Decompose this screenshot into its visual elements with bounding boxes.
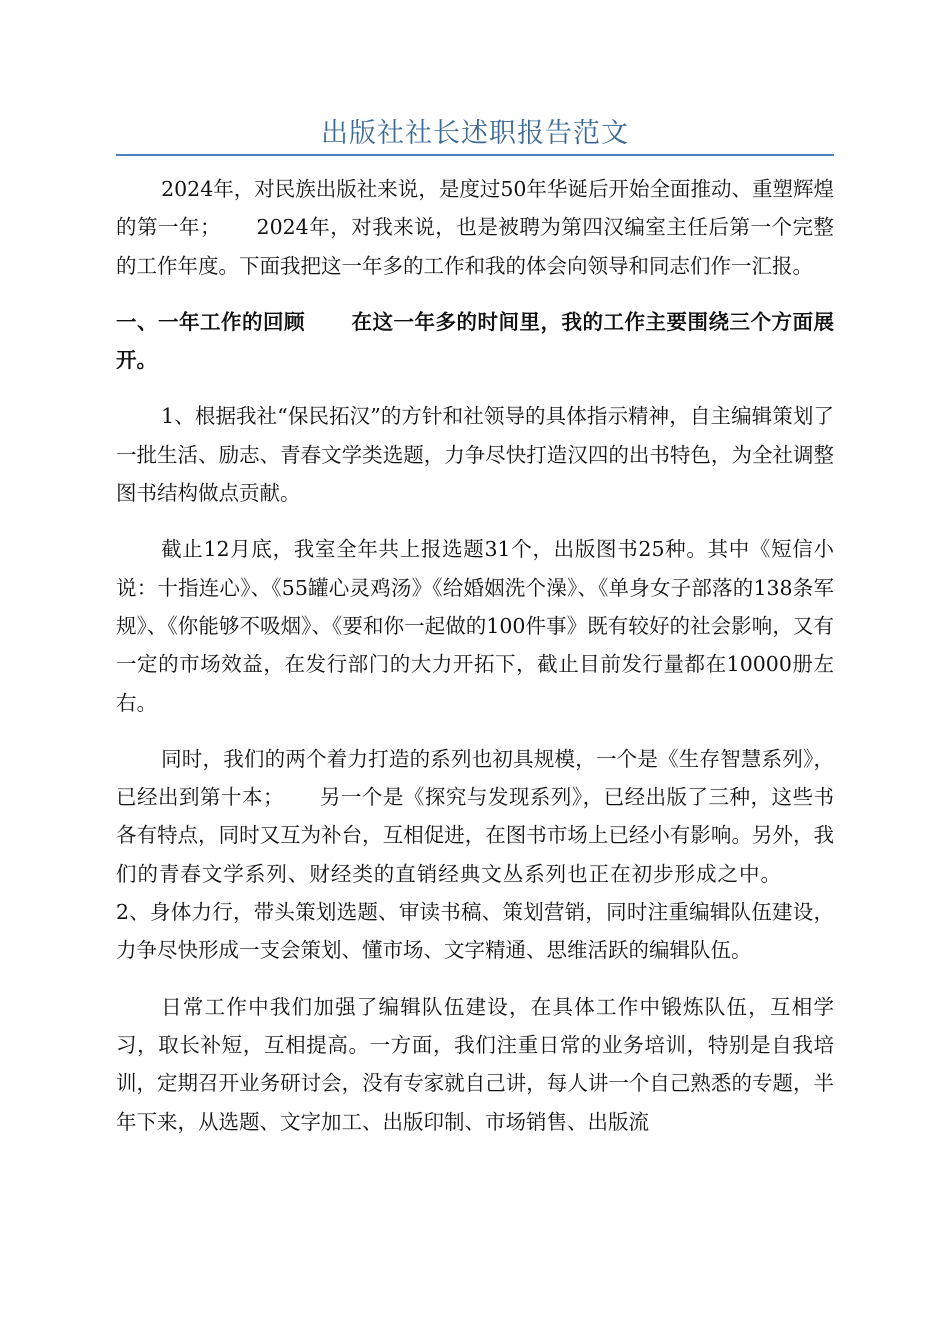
section-heading-label: 一、一年工作的回顾	[116, 309, 305, 334]
series-sentence-1: 同时，我们的两个着力打造的系列也初具规模，一个是《生存智慧系列》，已经出到第十本；	[116, 746, 834, 810]
item-2-text: 2、身体力行，带头策划选题、审读书稿、策划营销，同时注重编辑队伍建设，力争尽快形成一支会策划、懂市场、文字精通、思维活跃的编辑队伍。	[116, 900, 834, 963]
document-title: 出版社社长述职报告范文	[321, 118, 629, 149]
section-heading-review	[116, 303, 834, 380]
paragraph-item-1: 1、根据我社“保民拓汉”的方针和社领导的具体指示精神，自主编辑策划了一批生活、励志、青春文学类选题，力争尽快打造汉四的出书特色，为全社调整图书结构做点贡献。	[116, 404, 834, 506]
paragraph-intro	[116, 170, 834, 285]
section-heading-text: 在这一年多的时间里，我的工作主要围绕三个方面展开。	[116, 309, 834, 373]
paragraph-series	[116, 740, 834, 970]
intro-sentence-2: 2024年，对我来说，也是被聘为第四汉编室主任后第一个完整的工作年度。下面我把这一年多的工作和我的体会向领导和同志们作一汇报。	[116, 215, 834, 278]
document-body	[116, 170, 834, 1159]
paragraph-statistics: 截止12月底，我室全年共上报选题31个，出版图书25种。其中《短信小说：十指连心》、《55罐心灵鸡汤》《给婚姻洗个澡》、《单身女子部落的138条军规》、《你能够不吸烟》、《要和你一起做的100件事》既有较好的社会影响，又有一定的市场效益，在发行部门的大力开拓下，截止目前发行量都在10000册左右。	[116, 537, 834, 715]
intro-sentence-1: 2024年，对民族出版社来说，是度过50年华诞后开始全面推动、重塑辉煌的第一年；	[116, 177, 834, 240]
series-sentence-2: 另一个是《探究与发现系列》，已经出版了三种，这些书各有特点，同时又互为补台，互相促进，在图书市场上已经小有影响。另外，我们的青春文学系列、财经类的直销经典文丛系列也正在初步形成之中。	[116, 785, 835, 886]
title-underline	[116, 154, 834, 156]
paragraph-team-building: 日常工作中我们加强了编辑队伍建设，在具体工作中锻炼队伍，互相学习，取长补短，互相提高。一方面，我们注重日常的业务培训，特别是自我培训，定期召开业务研讨会，没有专家就自己讲，每人讲一个自己熟悉的专题，半年下来，从选题、文字加工、出版印制、市场销售、出版流	[116, 994, 834, 1134]
